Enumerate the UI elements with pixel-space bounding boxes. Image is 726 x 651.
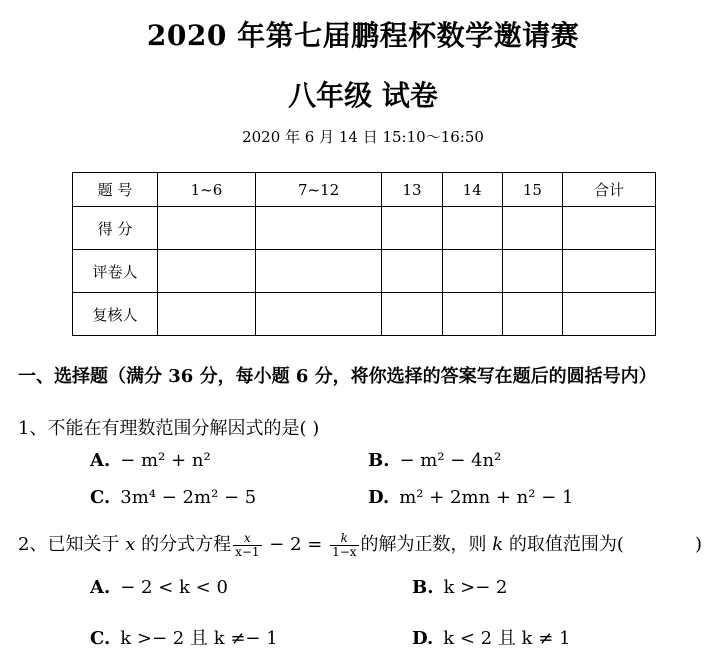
score-cell[interactable] [255, 293, 381, 336]
q2-option-c[interactable] [90, 624, 278, 650]
score-cell[interactable] [255, 207, 381, 250]
score-cell[interactable] [382, 293, 442, 336]
option-text: k >− 2 [443, 577, 508, 598]
score-cell[interactable] [158, 207, 256, 250]
score-table-header-row [73, 173, 656, 207]
var-x: x [125, 534, 136, 555]
fraction-x-over-x-minus-1: $\frac{x}{x-1}$ [235, 530, 260, 559]
row-label: 评卷人 [73, 250, 158, 293]
header-cell: 合计 [563, 173, 656, 207]
score-cell[interactable] [502, 207, 562, 250]
question-1-stem: 1、不能在有理数范围分解因式的是( ) [18, 418, 320, 439]
option-text: m² + 2mn + n² − 1 [399, 487, 574, 508]
score-cell[interactable] [255, 250, 381, 293]
option-label: B. [412, 577, 434, 598]
section-heading: 一、选择题（满分 36 分，每小题 6 分，将你选择的答案写在题后的圆括号内） [18, 366, 657, 387]
score-cell[interactable] [158, 250, 256, 293]
q1-option-a[interactable] [90, 450, 211, 471]
header-cell: 13 [382, 173, 442, 207]
score-cell[interactable] [502, 293, 562, 336]
option-text: − m² + n² [120, 450, 211, 471]
option-text: 3m⁴ − 2m² − 5 [120, 487, 257, 508]
q2-text: 的解为正数，则 [360, 534, 493, 555]
score-cell[interactable] [382, 207, 442, 250]
option-text: − m² − 4n² [399, 450, 502, 471]
header-cell: 1~6 [158, 173, 256, 207]
q2-option-a[interactable] [90, 577, 228, 598]
score-cell[interactable] [563, 293, 656, 336]
header-cell: 15 [502, 173, 562, 207]
option-label: A. [90, 577, 111, 598]
q1-option-b[interactable] [368, 450, 501, 471]
option-text: k < 2 且 k ≠ 1 [443, 628, 571, 649]
table-row [73, 250, 656, 293]
row-label: 复核人 [73, 293, 158, 336]
row-label: 得 分 [73, 207, 158, 250]
header-cell: 14 [442, 173, 502, 207]
score-cell[interactable] [442, 207, 502, 250]
q2-text: 2、已知关于 [18, 534, 126, 555]
score-cell[interactable] [442, 250, 502, 293]
header-cell: 7~12 [255, 173, 381, 207]
option-label: B. [368, 450, 390, 471]
header-cell: 题 号 [73, 173, 158, 207]
var-k: k [492, 534, 504, 555]
score-cell[interactable] [563, 250, 656, 293]
q2-text: 的取值范围为( [503, 534, 624, 555]
page-subtitle: 八年级 试卷 [288, 79, 438, 112]
score-cell[interactable] [382, 250, 442, 293]
option-label: C. [90, 487, 111, 508]
score-table [72, 172, 656, 336]
option-label: D. [412, 628, 434, 649]
q2-option-b[interactable] [412, 577, 507, 598]
score-cell[interactable] [502, 250, 562, 293]
exam-datetime: 2020 年 6 月 14 日 15:10～16:50 [242, 128, 484, 146]
q2-math: − 2 = [263, 534, 329, 555]
score-cell[interactable] [563, 207, 656, 250]
option-text: k >− 2 且 k ≠− 1 [120, 628, 278, 649]
page-title: 2020 年第七届鹏程杯数学邀请赛 [146, 19, 580, 52]
option-label: C. [90, 628, 111, 649]
answer-paren-close: ) [695, 534, 703, 555]
option-label: D. [368, 487, 390, 508]
q1-option-c[interactable] [90, 487, 256, 508]
score-cell[interactable] [158, 293, 256, 336]
table-row [73, 293, 656, 336]
question-2-stem [18, 530, 624, 559]
option-text: − 2 < k < 0 [120, 577, 228, 598]
score-cell[interactable] [442, 293, 502, 336]
q2-option-d[interactable] [412, 624, 570, 650]
q1-option-d[interactable] [368, 487, 573, 508]
table-row [73, 207, 656, 250]
option-label: A. [90, 450, 111, 471]
fraction-k-over-1-minus-x: $\frac{k}{1-x}$ [332, 530, 357, 559]
q2-text: 的分式方程 [135, 534, 232, 555]
